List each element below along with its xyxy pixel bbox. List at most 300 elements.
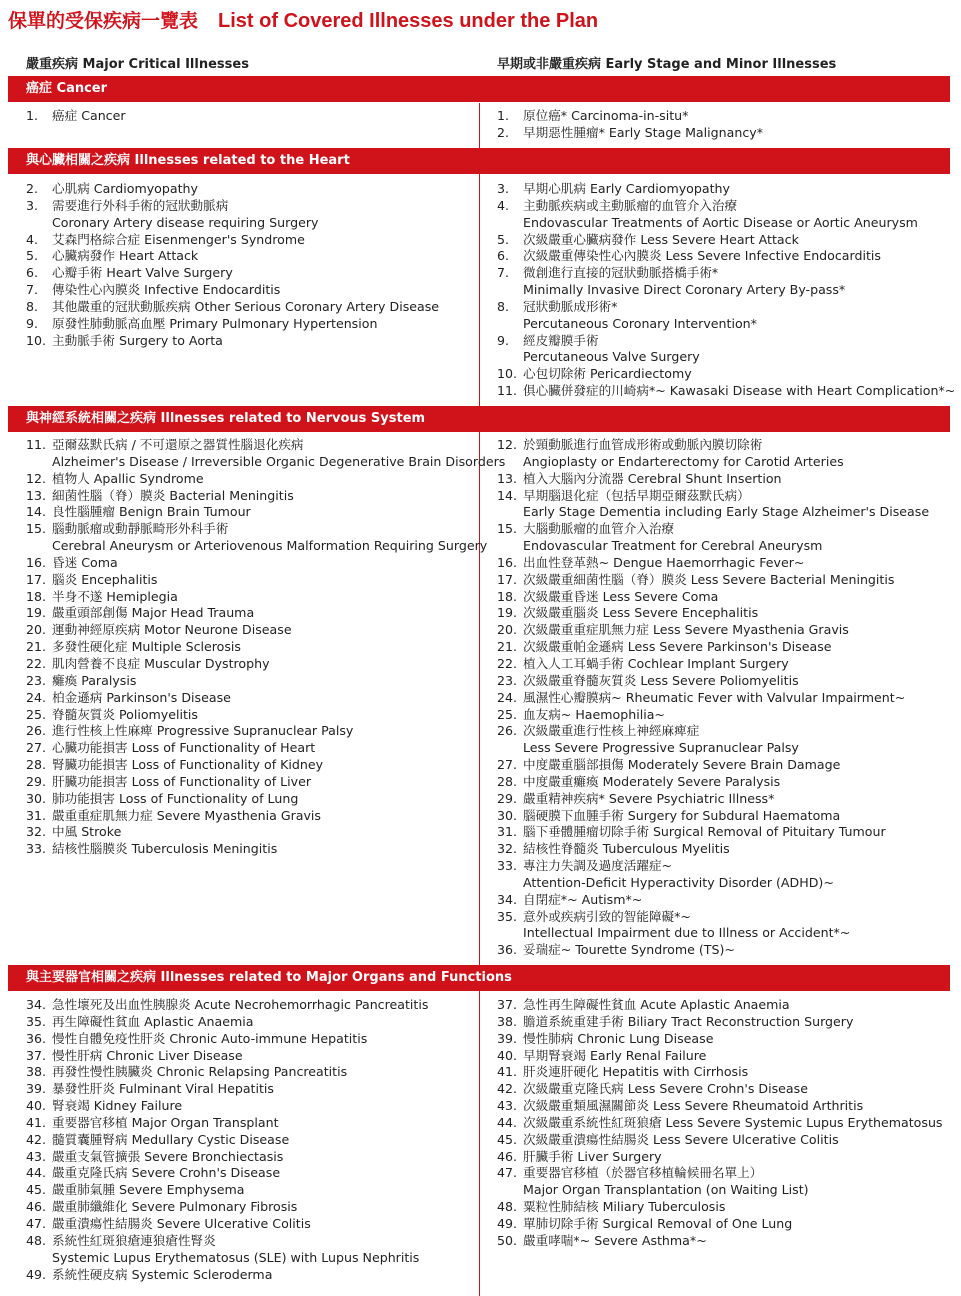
item-number: 15. bbox=[497, 521, 518, 537]
illness-item bbox=[497, 723, 929, 757]
item-text: 中度嚴重癱瘓 Moderately Severe Paralysis bbox=[523, 773, 781, 789]
illness-item bbox=[497, 1115, 943, 1132]
item-text: 主動脈疾病或主動脈瘤的血管介入治療 bbox=[523, 197, 738, 213]
item-text: 良性腦腫瘤 Benign Brain Tumour bbox=[52, 504, 251, 520]
illness-item bbox=[26, 639, 505, 656]
item-number: 31. bbox=[497, 824, 518, 840]
item-text: 肌肉營養不良症 Muscular Dystrophy bbox=[52, 655, 270, 671]
item-text: 心肌病 Cardiomyopathy bbox=[52, 181, 198, 196]
item-number: 19. bbox=[497, 605, 518, 621]
item-text: 亞爾茲默氏病 / 不可還原之器質性腦退化疾病 bbox=[52, 437, 304, 452]
illness-item bbox=[26, 1165, 428, 1182]
illness-item bbox=[497, 232, 955, 249]
item-number: 35. bbox=[497, 908, 518, 924]
item-text: 腦下垂體腫瘤切除手術 Surgical Removal of Pituitary Tumour bbox=[523, 824, 886, 840]
item-number: 1. bbox=[497, 108, 510, 123]
illness-item bbox=[26, 707, 505, 724]
item-number: 14. bbox=[26, 504, 47, 520]
illness-item bbox=[497, 383, 955, 400]
item-number: 40. bbox=[26, 1098, 47, 1114]
item-number: 47. bbox=[497, 1165, 518, 1181]
item-number: 20. bbox=[26, 622, 47, 638]
illness-item bbox=[497, 248, 955, 265]
item-number: 7. bbox=[497, 265, 510, 281]
illness-item bbox=[26, 521, 505, 555]
illness-item bbox=[497, 1031, 943, 1048]
item-number: 36. bbox=[26, 1030, 47, 1046]
item-text-english: Minimally Invasive Direct Coronary Artery By-pass* bbox=[523, 282, 846, 298]
item-text: 專注力失調及過度活躍症~ bbox=[523, 858, 673, 874]
illness-item bbox=[26, 690, 505, 707]
illness-item bbox=[497, 858, 929, 892]
illness-item bbox=[26, 841, 505, 858]
item-number: 3. bbox=[497, 181, 510, 196]
item-text: 大腦動脈瘤的血管介入治療 bbox=[523, 521, 675, 537]
item-text: 次級嚴重昏迷 Less Severe Coma bbox=[523, 588, 719, 604]
item-number: 4. bbox=[497, 197, 510, 213]
illness-item bbox=[26, 1233, 428, 1267]
illness-item bbox=[497, 125, 763, 142]
item-number: 30. bbox=[26, 790, 47, 806]
illness-item bbox=[26, 232, 439, 249]
item-number: 32. bbox=[497, 841, 518, 857]
illness-item bbox=[497, 572, 929, 589]
item-number: 38. bbox=[497, 1013, 518, 1029]
illness-item bbox=[497, 707, 929, 724]
item-text: 原位癌* Carcinoma-in-situ* bbox=[523, 108, 689, 123]
item-text-english: Coronary Artery disease requiring Surgery bbox=[52, 214, 319, 230]
illness-item bbox=[26, 1199, 428, 1216]
item-text: 嚴重頭部創傷 Major Head Trauma bbox=[52, 605, 255, 621]
item-text: 心包切除術 Pericardiectomy bbox=[523, 366, 692, 382]
item-text: 次級嚴重進行性核上神經麻痺症 bbox=[523, 723, 700, 739]
item-number: 9. bbox=[497, 332, 510, 348]
illness-item bbox=[26, 299, 439, 316]
item-text: 嚴重重症肌無力症 Severe Myasthenia Gravis bbox=[52, 807, 321, 823]
illness-item bbox=[497, 774, 929, 791]
illness-item bbox=[26, 316, 439, 333]
item-text-english: Percutaneous Valve Surgery bbox=[523, 349, 700, 365]
illness-item bbox=[497, 471, 929, 488]
item-text: 次級嚴重潰瘍性結腸炎 Less Severe Ulcerative Colitis bbox=[523, 1131, 839, 1147]
illness-item bbox=[26, 572, 505, 589]
illness-item bbox=[26, 791, 505, 808]
item-number: 6. bbox=[26, 265, 39, 281]
item-number: 39. bbox=[497, 1030, 518, 1046]
item-number: 45. bbox=[497, 1131, 518, 1147]
illness-item bbox=[497, 1149, 943, 1166]
item-text: 運動神經原疾病 Motor Neurone Disease bbox=[52, 622, 292, 638]
item-text: 早期惡性腫瘤* Early Stage Malignancy* bbox=[523, 124, 763, 140]
item-text: 系統性硬皮病 Systemic Scleroderma bbox=[52, 1266, 273, 1282]
item-number: 44. bbox=[26, 1165, 47, 1181]
item-text: 髓質囊腫腎病 Medullary Cystic Disease bbox=[52, 1131, 290, 1147]
item-text: 主動脈手術 Surgery to Aorta bbox=[52, 332, 223, 348]
item-text: 多發性硬化症 Multiple Sclerosis bbox=[52, 639, 241, 655]
item-text: 肝臟手術 Liver Surgery bbox=[523, 1148, 662, 1164]
item-number: 36. bbox=[497, 942, 518, 958]
illness-item bbox=[26, 824, 505, 841]
illness-item bbox=[26, 1149, 428, 1166]
item-text: 嚴重精神疾病* Severe Psychiatric Illness* bbox=[523, 790, 775, 806]
item-text: 於頸動脈進行血管成形術或動脈內膜切除術 bbox=[523, 437, 763, 452]
item-number: 2. bbox=[26, 181, 39, 196]
illness-item bbox=[497, 198, 955, 232]
early-illness-list bbox=[497, 181, 955, 400]
illness-item bbox=[26, 333, 439, 350]
item-number: 5. bbox=[497, 231, 510, 247]
item-number: 24. bbox=[497, 689, 518, 705]
item-text: 次級嚴重克隆氏病 Less Severe Crohn's Disease bbox=[523, 1081, 808, 1097]
item-number: 44. bbox=[497, 1114, 518, 1130]
column-divider bbox=[479, 991, 480, 1296]
item-number: 25. bbox=[26, 706, 47, 722]
item-number: 41. bbox=[497, 1064, 518, 1080]
illness-item bbox=[26, 282, 439, 299]
illness-item bbox=[497, 997, 943, 1014]
item-text-english: Alzheimer's Disease / Irreversible Organic Degenerative Brain Disorders bbox=[52, 453, 506, 469]
column-header-early: 早期或非嚴重疾病 Early Stage and Minor Illnesses bbox=[497, 57, 837, 72]
illness-item bbox=[26, 1132, 428, 1149]
early-illness-list bbox=[497, 108, 763, 142]
illness-item bbox=[497, 808, 929, 825]
item-number: 6. bbox=[497, 248, 510, 264]
illness-item bbox=[26, 1098, 428, 1115]
item-number: 2. bbox=[497, 124, 510, 140]
item-text-english: Less Severe Progressive Supranuclear Palsy bbox=[523, 740, 799, 756]
illness-item bbox=[26, 757, 505, 774]
item-text: 心臟功能損害 Loss of Functionality of Heart bbox=[52, 740, 316, 756]
item-number: 31. bbox=[26, 807, 47, 823]
item-text: 細菌性腦（脊）膜炎 Bacterial Meningitis bbox=[52, 487, 294, 503]
illness-item bbox=[26, 1267, 428, 1284]
illness-item bbox=[26, 181, 439, 198]
item-text-english: Systemic Lupus Erythematosus (SLE) with Lupus Nephritis bbox=[52, 1249, 420, 1265]
item-number: 26. bbox=[497, 723, 518, 739]
illness-item bbox=[497, 555, 929, 572]
item-text: 脊髓灰質炎 Poliomyelitis bbox=[52, 706, 198, 722]
item-number: 18. bbox=[26, 588, 47, 604]
item-number: 12. bbox=[497, 437, 518, 452]
item-text: 早期腦退化症（包括早期亞爾茲默氏病） bbox=[523, 487, 750, 503]
illness-item bbox=[497, 690, 929, 707]
item-number: 48. bbox=[26, 1232, 47, 1248]
illness-item bbox=[497, 1233, 943, 1250]
item-number: 29. bbox=[26, 773, 47, 789]
item-text: 癱瘓 Paralysis bbox=[52, 672, 137, 688]
illness-item bbox=[497, 181, 955, 198]
illness-item bbox=[497, 942, 929, 959]
illness-item bbox=[497, 639, 929, 656]
item-text: 原發性肺動脈高血壓 Primary Pulmonary Hypertension bbox=[52, 315, 378, 331]
item-number: 19. bbox=[26, 605, 47, 621]
section-header: 與神經系統相關之疾病 Illnesses related to Nervous System bbox=[8, 406, 950, 432]
item-number: 8. bbox=[497, 298, 510, 314]
item-number: 13. bbox=[26, 487, 47, 503]
item-number: 11. bbox=[26, 437, 47, 452]
item-text: 癌症 Cancer bbox=[52, 108, 126, 123]
item-number: 22. bbox=[497, 655, 518, 671]
illness-item bbox=[497, 521, 929, 555]
illness-item bbox=[26, 1014, 428, 1031]
illness-item bbox=[497, 333, 955, 367]
item-number: 32. bbox=[26, 824, 47, 840]
item-number: 43. bbox=[26, 1148, 47, 1164]
illness-item bbox=[26, 1031, 428, 1048]
major-illness-list bbox=[26, 108, 126, 125]
illness-item bbox=[497, 1048, 943, 1065]
illness-item bbox=[26, 555, 505, 572]
section-header: 癌症 Cancer bbox=[8, 76, 950, 102]
early-illness-list bbox=[497, 437, 929, 959]
illness-item bbox=[497, 757, 929, 774]
item-number: 42. bbox=[497, 1081, 518, 1097]
page-title-en: List of Covered Illnesses under the Plan bbox=[218, 10, 599, 32]
illness-item bbox=[497, 841, 929, 858]
item-number: 27. bbox=[497, 757, 518, 773]
item-text: 急性壞死及出血性胰腺炎 Acute Necrohemorrhagic Pancreatitis bbox=[52, 997, 429, 1012]
item-number: 11. bbox=[497, 383, 518, 399]
item-text: 肝炎連肝硬化 Hepatitis with Cirrhosis bbox=[523, 1064, 749, 1080]
illness-item bbox=[26, 605, 505, 622]
illness-item bbox=[497, 1165, 943, 1199]
illness-item bbox=[26, 808, 505, 825]
item-number: 34. bbox=[497, 891, 518, 907]
item-text: 早期心肌病 Early Cardiomyopathy bbox=[523, 181, 730, 196]
section-header: 與心臟相關之疾病 Illnesses related to the Heart bbox=[8, 148, 950, 174]
item-text: 結核性脊髓炎 Tuberculous Myelitis bbox=[523, 841, 730, 857]
illness-item bbox=[26, 108, 126, 125]
illness-item bbox=[26, 198, 439, 232]
item-number: 10. bbox=[497, 366, 518, 382]
item-text: 中風 Stroke bbox=[52, 824, 122, 840]
item-number: 49. bbox=[26, 1266, 47, 1282]
item-number: 46. bbox=[497, 1148, 518, 1164]
item-text-english: Intellectual Impairment due to Illness or Accident*~ bbox=[523, 925, 851, 941]
illness-item bbox=[497, 366, 955, 383]
item-text: 腎衰竭 Kidney Failure bbox=[52, 1098, 183, 1114]
item-number: 13. bbox=[497, 470, 518, 486]
item-text-english: Endovascular Treatments of Aortic Disease or Aortic Aneurysm bbox=[523, 214, 918, 230]
item-text-english: Endovascular Treatment for Cerebral Aneurysm bbox=[523, 538, 823, 554]
item-number: 28. bbox=[497, 773, 518, 789]
item-number: 20. bbox=[497, 622, 518, 638]
item-number: 49. bbox=[497, 1215, 518, 1231]
item-text: 結核性腦膜炎 Tuberculosis Meningitis bbox=[52, 841, 278, 857]
item-text: 其他嚴重的冠狀動脈疾病 Other Serious Coronary Artery Disease bbox=[52, 298, 440, 314]
item-number: 48. bbox=[497, 1199, 518, 1215]
illness-item bbox=[497, 1014, 943, 1031]
item-text: 出血性登革熱~ Dengue Haemorrhagic Fever~ bbox=[523, 554, 805, 570]
item-number: 14. bbox=[497, 487, 518, 503]
illness-item bbox=[497, 1199, 943, 1216]
item-text: 次級嚴重帕金遜病 Less Severe Parkinson's Disease bbox=[523, 639, 832, 655]
item-text: 血友病~ Haemophilia~ bbox=[523, 706, 665, 722]
item-number: 24. bbox=[26, 689, 47, 705]
illness-item bbox=[26, 774, 505, 791]
item-number: 42. bbox=[26, 1131, 47, 1147]
item-number: 50. bbox=[497, 1232, 518, 1248]
item-text: 需要進行外科手術的冠狀動脈病 bbox=[52, 197, 229, 213]
illness-item bbox=[497, 1216, 943, 1233]
illness-item bbox=[26, 437, 505, 471]
item-text: 肝臟功能損害 Loss of Functionality of Liver bbox=[52, 773, 312, 789]
item-text: 植物人 Apallic Syndrome bbox=[52, 470, 204, 486]
item-number: 45. bbox=[26, 1182, 47, 1198]
illness-item bbox=[26, 740, 505, 757]
item-number: 1. bbox=[26, 108, 39, 123]
item-text: 次級嚴重心臟病發作 Less Severe Heart Attack bbox=[523, 231, 799, 247]
item-number: 28. bbox=[26, 757, 47, 773]
item-number: 5. bbox=[26, 248, 39, 264]
page-title bbox=[8, 6, 598, 33]
item-number: 41. bbox=[26, 1114, 47, 1130]
item-number: 34. bbox=[26, 997, 47, 1012]
item-number: 33. bbox=[26, 841, 47, 857]
item-text: 風濕性心瓣膜病~ Rheumatic Fever with Valvular Impairment~ bbox=[523, 689, 906, 705]
illness-item bbox=[26, 488, 505, 505]
illness-item bbox=[497, 488, 929, 522]
item-text: 俱心臟併發症的川崎病*~ Kawasaki Disease with Heart Complication*~ bbox=[523, 383, 956, 399]
item-number: 7. bbox=[26, 282, 39, 298]
illness-item bbox=[497, 437, 929, 471]
item-number: 9. bbox=[26, 315, 39, 331]
item-number: 3. bbox=[26, 197, 39, 213]
item-text: 嚴重肺纖維化 Severe Pulmonary Fibrosis bbox=[52, 1199, 298, 1215]
illness-item bbox=[497, 791, 929, 808]
item-text: 嚴重克隆氏病 Severe Crohn's Disease bbox=[52, 1165, 281, 1181]
item-text-english: Cerebral Aneurysm or Arteriovenous Malformation Requiring Surgery bbox=[52, 538, 488, 554]
item-number: 47. bbox=[26, 1215, 47, 1231]
column-divider bbox=[479, 174, 480, 406]
item-number: 18. bbox=[497, 588, 518, 604]
illness-item bbox=[497, 622, 929, 639]
item-number: 23. bbox=[497, 672, 518, 688]
illness-item bbox=[26, 1115, 428, 1132]
item-text: 嚴重潰瘍性結腸炎 Severe Ulcerative Colitis bbox=[52, 1215, 311, 1231]
item-text: 膽道系統重建手術 Biliary Tract Reconstruction Surgery bbox=[523, 1013, 854, 1029]
item-number: 16. bbox=[26, 554, 47, 570]
item-number: 12. bbox=[26, 470, 47, 486]
item-text: 嚴重哮喘*~ Severe Asthma*~ bbox=[523, 1232, 707, 1248]
illness-item bbox=[497, 299, 955, 333]
item-number: 21. bbox=[26, 639, 47, 655]
early-illness-list bbox=[497, 997, 943, 1250]
item-text: 心臟病發作 Heart Attack bbox=[52, 248, 199, 264]
item-number: 30. bbox=[497, 807, 518, 823]
item-text: 急性再生障礙性貧血 Acute Aplastic Anaemia bbox=[523, 997, 790, 1012]
illness-item bbox=[497, 824, 929, 841]
item-text: 腎臟功能損害 Loss of Functionality of Kidney bbox=[52, 757, 324, 773]
item-text: 肺功能損害 Loss of Functionality of Lung bbox=[52, 790, 299, 806]
item-number: 33. bbox=[497, 858, 518, 874]
item-text: 再發性慢性胰臟炎 Chronic Relapsing Pancreatitis bbox=[52, 1064, 348, 1080]
page-title-zh: 保單的受保疾病一覽表 bbox=[8, 10, 199, 32]
illness-item bbox=[26, 265, 439, 282]
item-text: 單肺切除手術 Surgical Removal of One Lung bbox=[523, 1215, 793, 1231]
item-text: 重要器官移植（於器官移植輪候冊名單上） bbox=[523, 1165, 763, 1181]
item-text: 自閉症*~ Autism*~ bbox=[523, 891, 643, 907]
illness-item bbox=[26, 471, 505, 488]
item-text: 冠狀動脈成形術* bbox=[523, 298, 618, 314]
item-text: 進行性核上性麻痺 Progressive Supranuclear Palsy bbox=[52, 723, 354, 739]
item-text: 嚴重肺氣腫 Severe Emphysema bbox=[52, 1182, 245, 1198]
item-text: 系統性紅斑狼瘡連狼瘡性腎炎 bbox=[52, 1232, 216, 1248]
illness-item bbox=[497, 589, 929, 606]
item-text: 慢性肺病 Chronic Lung Disease bbox=[523, 1030, 714, 1046]
illness-item bbox=[497, 605, 929, 622]
item-text: 心瓣手術 Heart Valve Surgery bbox=[52, 265, 233, 281]
illness-item bbox=[26, 504, 505, 521]
illness-item bbox=[26, 1081, 428, 1098]
item-number: 16. bbox=[497, 554, 518, 570]
item-number: 27. bbox=[26, 740, 47, 756]
illness-item bbox=[26, 1182, 428, 1199]
item-text: 次級嚴重類風濕關節炎 Less Severe Rheumatoid Arthritis bbox=[523, 1098, 864, 1114]
item-text: 次級嚴重脊髓灰質炎 Less Severe Poliomyelitis bbox=[523, 672, 799, 688]
illness-item bbox=[26, 997, 428, 1014]
item-text: 腦硬膜下血腫手術 Surgery for Subdural Haematoma bbox=[523, 807, 841, 823]
illness-item bbox=[497, 1132, 943, 1149]
item-number: 15. bbox=[26, 521, 47, 537]
item-text-english: Angioplasty or Endarterectomy for Carotid Arteries bbox=[523, 453, 844, 469]
column-header-major: 嚴重疾病 Major Critical Illnesses bbox=[26, 57, 249, 72]
item-text: 腦動脈瘤或動靜脈畸形外科手術 bbox=[52, 521, 229, 537]
item-text-english: Attention-Deficit Hyperactivity Disorder (ADHD)~ bbox=[523, 874, 834, 890]
item-text: 植入人工耳蝸手術 Cochlear Implant Surgery bbox=[523, 655, 789, 671]
item-number: 10. bbox=[26, 332, 47, 348]
item-text-english: Early Stage Dementia including Early Stage Alzheimer's Disease bbox=[523, 504, 930, 520]
major-illness-list bbox=[26, 437, 505, 858]
illness-item bbox=[497, 656, 929, 673]
item-text: 次級嚴重細菌性腦（脊）膜炎 Less Severe Bacterial Meningitis bbox=[523, 571, 895, 587]
illness-item bbox=[497, 909, 929, 943]
item-number: 4. bbox=[26, 231, 39, 247]
item-text: 妥瑞症~ Tourette Syndrome (TS)~ bbox=[523, 942, 735, 958]
item-text: 中度嚴重腦部損傷 Moderately Severe Brain Damage bbox=[523, 757, 841, 773]
item-text: 腦炎 Encephalitis bbox=[52, 571, 158, 587]
item-text-english: Percutaneous Coronary Intervention* bbox=[523, 315, 757, 331]
item-text: 再生障礙性貧血 Aplastic Anaemia bbox=[52, 1013, 254, 1029]
illness-item bbox=[26, 1216, 428, 1233]
item-text: 次級嚴重系統性紅斑狼瘡 Less Severe Systemic Lupus Erythematosus bbox=[523, 1114, 943, 1130]
item-text: 經皮瓣膜手術 bbox=[523, 332, 599, 348]
illness-item bbox=[497, 1064, 943, 1081]
item-text: 微創進行直接的冠狀動脈搭橋手術* bbox=[523, 265, 719, 281]
item-number: 38. bbox=[26, 1064, 47, 1080]
item-number: 29. bbox=[497, 790, 518, 806]
item-text-english: Major Organ Transplantation (on Waiting List) bbox=[523, 1182, 809, 1198]
item-text: 早期腎衰竭 Early Renal Failure bbox=[523, 1047, 707, 1063]
item-number: 26. bbox=[26, 723, 47, 739]
item-number: 21. bbox=[497, 639, 518, 655]
item-text: 嚴重支氣管擴張 Severe Bronchiectasis bbox=[52, 1148, 284, 1164]
illness-item bbox=[26, 723, 505, 740]
illness-item bbox=[497, 1081, 943, 1098]
item-text: 慢性肝病 Chronic Liver Disease bbox=[52, 1047, 243, 1063]
illness-item bbox=[26, 248, 439, 265]
item-number: 46. bbox=[26, 1199, 47, 1215]
item-number: 22. bbox=[26, 655, 47, 671]
item-number: 8. bbox=[26, 298, 39, 314]
illness-item bbox=[26, 622, 505, 639]
item-text: 植入大腦內分流器 Cerebral Shunt Insertion bbox=[523, 470, 782, 486]
illness-item bbox=[26, 1064, 428, 1081]
item-text: 柏金遜病 Parkinson's Disease bbox=[52, 689, 231, 705]
item-number: 35. bbox=[26, 1013, 47, 1029]
item-text: 暴發性肝炎 Fulminant Viral Hepatitis bbox=[52, 1081, 274, 1097]
illness-item bbox=[497, 108, 763, 125]
